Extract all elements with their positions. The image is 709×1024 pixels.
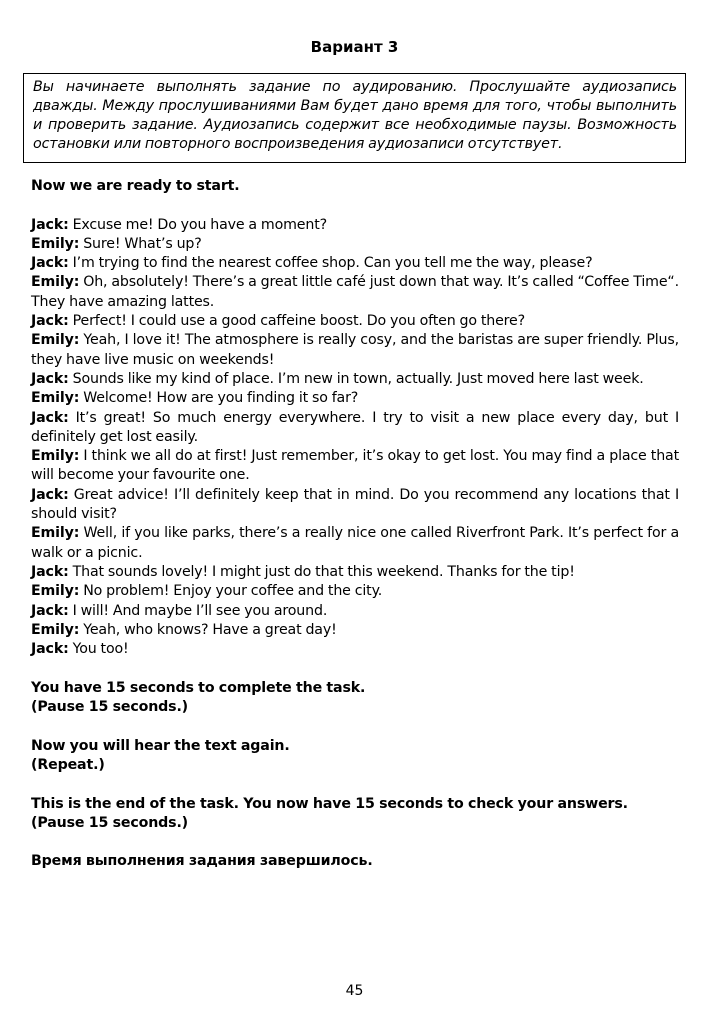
speaker-name: Emily: <box>31 274 80 291</box>
page-number: 45 <box>345 983 364 999</box>
task-time-line: You have 15 seconds to complete the task. <box>31 679 366 696</box>
dialogue-line <box>31 582 679 601</box>
hear-again-line: Now you will hear the text again. <box>31 737 290 754</box>
pause-line-1: (Pause 15 seconds.) <box>31 699 189 716</box>
speaker-name: Emily: <box>31 235 80 252</box>
spacer <box>31 196 679 215</box>
speaker-name: Emily: <box>31 332 80 349</box>
dialogue-line <box>31 273 679 312</box>
speaker-name: Jack: <box>31 216 69 233</box>
variant-title: Вариант 3 <box>310 38 399 56</box>
utterance-text: It’s great! So much energy everywhere. I try to visit a new place every day, but I definitely get lost easily. <box>31 409 679 445</box>
speaker-name: Jack: <box>31 370 69 387</box>
utterance-text: Yeah, I love it! The atmosphere is really cosy, and the baristas are super friendly. Plus, they have live music on weekends! <box>31 332 679 368</box>
speaker-name: Emily: <box>31 448 80 465</box>
dialogue-line <box>31 216 679 235</box>
spacer <box>31 833 679 852</box>
speaker-name: Jack: <box>31 486 69 503</box>
utterance-text: Perfect! I could use a good caffeine boost. Do you often go there? <box>68 313 526 330</box>
utterance-text: I’m trying to find the nearest coffee shop. Can you tell me the way, please? <box>68 255 593 272</box>
utterance-text: Sounds like my kind of place. I’m new in town, actually. Just moved here last week. <box>68 370 644 387</box>
speaker-name: Jack: <box>31 602 69 619</box>
speaker-name: Emily: <box>31 621 80 638</box>
dialogue-line <box>31 235 679 254</box>
utterance-text: I will! And maybe I’ll see you around. <box>68 602 328 619</box>
dialogue-line <box>31 409 679 448</box>
speaker-name: Emily: <box>31 583 80 600</box>
utterance-text: Excuse me! Do you have a moment? <box>68 216 328 233</box>
speaker-name: Emily: <box>31 525 80 542</box>
utterance-text: Sure! What’s up? <box>79 235 202 252</box>
speaker-name: Jack: <box>31 409 69 426</box>
speaker-name: Jack: <box>31 563 69 580</box>
speaker-name: Jack: <box>31 255 69 272</box>
utterance-text: Yeah, who knows? Have a great day! <box>79 621 337 638</box>
utterance-text: Great advice! I’ll definitely keep that in mind. Do you recommend any locations that I should visit? <box>31 486 679 523</box>
spacer <box>31 717 679 736</box>
dialogue-line <box>31 640 679 659</box>
dialogue-line <box>31 389 679 408</box>
speaker-name: Jack: <box>31 313 69 330</box>
speaker-name: Emily: <box>31 390 80 407</box>
dialogue-line <box>31 254 679 273</box>
instructions-box: Вы начинаете выполнять задание по аудированию. Прослушайте аудиозапись дважды. Между прослушиваниями Вам будет дано время для того, чтобы выполнить и проверить задание. Аудиозапись содержит все необходимые паузы. Возможность остановки или повторного воспроизведения аудиозаписи отсутствует. <box>23 73 686 163</box>
end-task-line: This is the end of the task. You now have 15 seconds to check your answers. <box>31 795 628 812</box>
utterance-text: Oh, absolutely! There’s a great little café just down that way. It’s called “Coffee Time“. They have amazing lattes. <box>31 274 679 310</box>
pause-line-2: (Pause 15 seconds.) <box>31 814 189 831</box>
spacer <box>31 659 679 678</box>
utterance-text: I think we all do at first! Just remember, it’s okay to get lost. You may find a place that will become your favourite one. <box>31 448 679 484</box>
intro-line: Now we are ready to start. <box>31 178 240 194</box>
utterance-text: Welcome! How are you finding it so far? <box>79 390 359 407</box>
speaker-name: Jack: <box>31 641 69 658</box>
spacer <box>31 775 679 794</box>
dialogue-line <box>31 602 679 621</box>
utterance-text: That sounds lovely! I might just do that this weekend. Thanks for the tip! <box>68 563 575 580</box>
repeat-line: (Repeat.) <box>31 756 105 773</box>
dialogue-line <box>31 312 679 331</box>
utterance-text: No problem! Enjoy your coffee and the city. <box>79 583 383 600</box>
utterance-text: You too! <box>68 641 129 658</box>
utterance-text: Well, if you like parks, there’s a really nice one called Riverfront Park. It’s perfect for a walk or a picnic. <box>31 525 679 561</box>
dialogue-line <box>31 621 679 640</box>
dialogue-line <box>31 370 679 389</box>
dialogue-line <box>31 563 679 582</box>
dialogue-line <box>31 524 679 563</box>
finish-line: Время выполнения задания завершилось. <box>31 853 373 870</box>
dialogue-line <box>31 447 679 486</box>
dialogue-line <box>31 486 679 525</box>
dialogue <box>31 216 679 660</box>
transcript <box>31 177 679 872</box>
dialogue-line <box>31 331 679 370</box>
